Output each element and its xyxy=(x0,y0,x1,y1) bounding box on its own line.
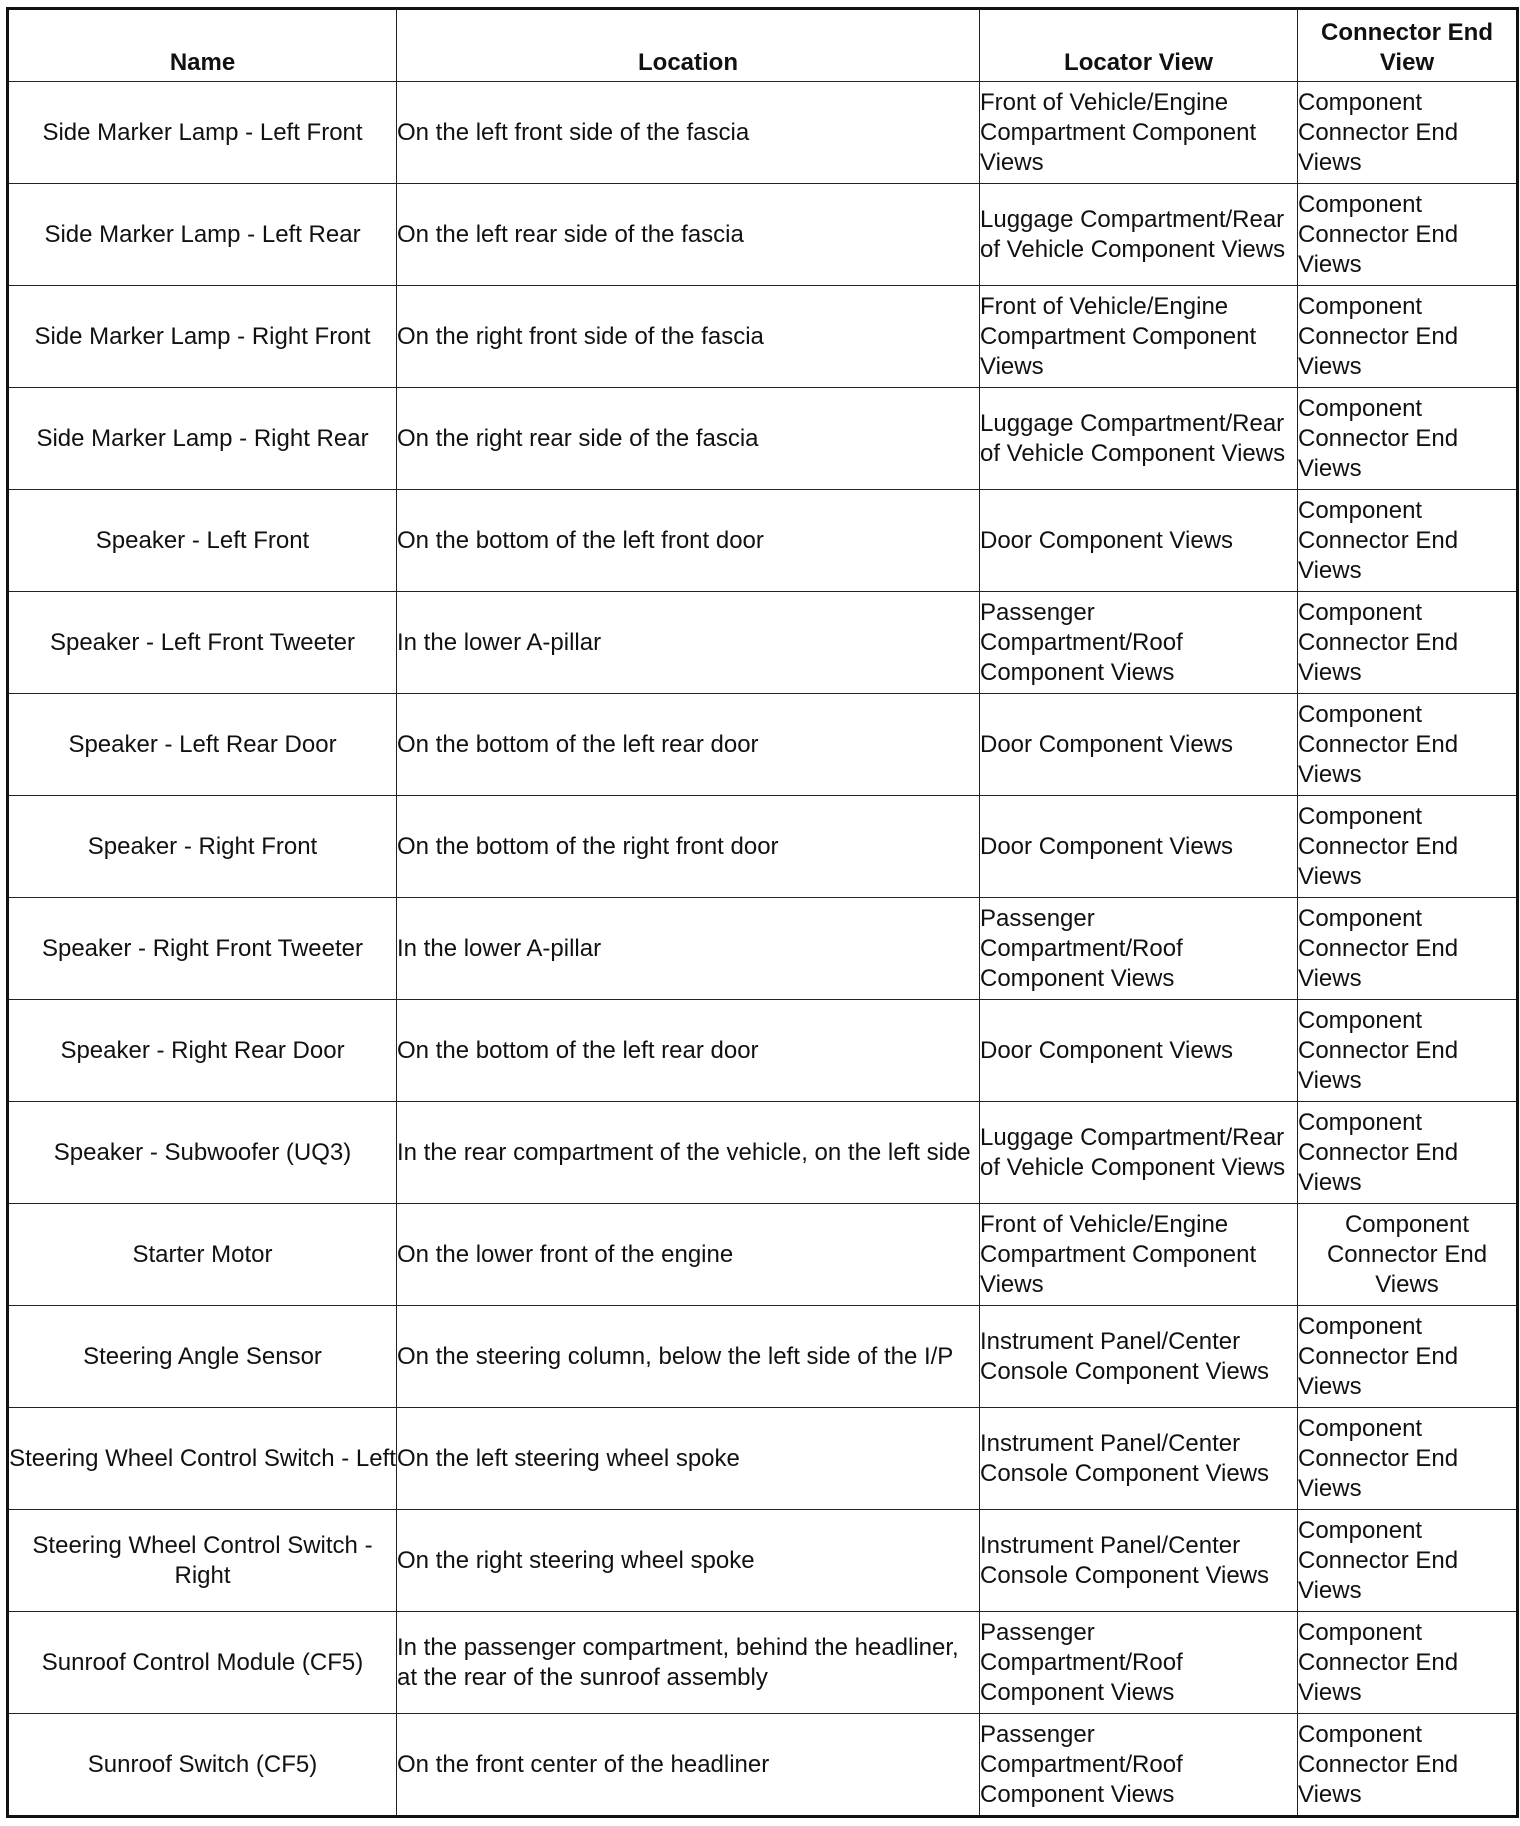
cell-locator-view[interactable]: Luggage Compartment/Rear of Vehicle Component Views xyxy=(980,184,1298,286)
cell-name: Speaker - Left Front xyxy=(8,490,397,592)
table-body xyxy=(8,82,1518,1817)
cell-location: On the bottom of the left rear door xyxy=(397,1000,980,1102)
cell-location: In the passenger compartment, behind the headliner, at the rear of the sunroof assembly xyxy=(397,1612,980,1714)
cell-locator-view[interactable]: Door Component Views xyxy=(980,490,1298,592)
cell-location: On the left front side of the fascia xyxy=(397,82,980,184)
table-row xyxy=(8,796,1518,898)
table-row xyxy=(8,388,1518,490)
cell-locator-view[interactable]: Luggage Compartment/Rear of Vehicle Component Views xyxy=(980,1102,1298,1204)
column-header-connector-end-view: Connector End View xyxy=(1298,9,1518,82)
table-row xyxy=(8,592,1518,694)
cell-name: Sunroof Switch (CF5) xyxy=(8,1714,397,1817)
cell-name: Starter Motor xyxy=(8,1204,397,1306)
cell-name: Side Marker Lamp - Left Front xyxy=(8,82,397,184)
table-row xyxy=(8,1204,1518,1306)
cell-name: Speaker - Left Front Tweeter xyxy=(8,592,397,694)
cell-locator-view[interactable]: Passenger Compartment/Roof Component Views xyxy=(980,592,1298,694)
cell-location: On the left rear side of the fascia xyxy=(397,184,980,286)
table-row xyxy=(8,286,1518,388)
table-row xyxy=(8,1510,1518,1612)
table-row xyxy=(8,1612,1518,1714)
cell-locator-view[interactable]: Door Component Views xyxy=(980,796,1298,898)
cell-locator-view[interactable]: Instrument Panel/Center Console Component Views xyxy=(980,1408,1298,1510)
cell-location: On the bottom of the left front door xyxy=(397,490,980,592)
table-row xyxy=(8,1306,1518,1408)
cell-connector-end-view[interactable]: Component Connector End Views xyxy=(1298,796,1518,898)
cell-connector-end-view[interactable]: Component Connector End Views xyxy=(1298,1102,1518,1204)
header-row xyxy=(8,9,1518,82)
cell-name: Steering Wheel Control Switch - Left xyxy=(8,1408,397,1510)
cell-locator-view[interactable]: Front of Vehicle/Engine Compartment Component Views xyxy=(980,1204,1298,1306)
table-row xyxy=(8,1408,1518,1510)
table-row xyxy=(8,1000,1518,1102)
cell-name: Speaker - Subwoofer (UQ3) xyxy=(8,1102,397,1204)
cell-name: Speaker - Left Rear Door xyxy=(8,694,397,796)
column-header-name: Name xyxy=(8,9,397,82)
cell-name: Side Marker Lamp - Right Rear xyxy=(8,388,397,490)
cell-connector-end-view[interactable]: Component Connector End Views xyxy=(1298,694,1518,796)
cell-locator-view[interactable]: Front of Vehicle/Engine Compartment Component Views xyxy=(980,286,1298,388)
cell-location: On the left steering wheel spoke xyxy=(397,1408,980,1510)
table-header xyxy=(8,9,1518,82)
cell-location: On the right rear side of the fascia xyxy=(397,388,980,490)
cell-connector-end-view[interactable]: Component Connector End Views xyxy=(1298,1510,1518,1612)
table-row xyxy=(8,898,1518,1000)
cell-connector-end-view[interactable]: Component Connector End Views xyxy=(1298,1204,1518,1306)
cell-connector-end-view[interactable]: Component Connector End Views xyxy=(1298,286,1518,388)
cell-connector-end-view[interactable]: Component Connector End Views xyxy=(1298,1000,1518,1102)
cell-name: Steering Wheel Control Switch - Right xyxy=(8,1510,397,1612)
cell-locator-view[interactable]: Instrument Panel/Center Console Component Views xyxy=(980,1306,1298,1408)
cell-connector-end-view[interactable]: Component Connector End Views xyxy=(1298,388,1518,490)
cell-location: In the rear compartment of the vehicle, on the left side xyxy=(397,1102,980,1204)
cell-connector-end-view[interactable]: Component Connector End Views xyxy=(1298,1612,1518,1714)
cell-location: On the front center of the headliner xyxy=(397,1714,980,1817)
cell-connector-end-view[interactable]: Component Connector End Views xyxy=(1298,184,1518,286)
cell-connector-end-view[interactable]: Component Connector End Views xyxy=(1298,82,1518,184)
cell-connector-end-view[interactable]: Component Connector End Views xyxy=(1298,898,1518,1000)
cell-connector-end-view[interactable]: Component Connector End Views xyxy=(1298,1714,1518,1817)
cell-location: On the right front side of the fascia xyxy=(397,286,980,388)
cell-locator-view[interactable]: Luggage Compartment/Rear of Vehicle Component Views xyxy=(980,388,1298,490)
column-header-location: Location xyxy=(397,9,980,82)
cell-location: In the lower A-pillar xyxy=(397,898,980,1000)
cell-location: On the bottom of the left rear door xyxy=(397,694,980,796)
cell-locator-view[interactable]: Passenger Compartment/Roof Component Views xyxy=(980,898,1298,1000)
cell-name: Steering Angle Sensor xyxy=(8,1306,397,1408)
table-row xyxy=(8,1102,1518,1204)
cell-location: On the lower front of the engine xyxy=(397,1204,980,1306)
table-row xyxy=(8,490,1518,592)
cell-connector-end-view[interactable]: Component Connector End Views xyxy=(1298,1306,1518,1408)
cell-location: On the bottom of the right front door xyxy=(397,796,980,898)
cell-location: On the steering column, below the left side of the I/P xyxy=(397,1306,980,1408)
cell-connector-end-view[interactable]: Component Connector End Views xyxy=(1298,490,1518,592)
cell-name: Speaker - Right Front Tweeter xyxy=(8,898,397,1000)
table-row xyxy=(8,694,1518,796)
cell-name: Side Marker Lamp - Left Rear xyxy=(8,184,397,286)
table-row xyxy=(8,184,1518,286)
cell-location: On the right steering wheel spoke xyxy=(397,1510,980,1612)
cell-name: Speaker - Right Front xyxy=(8,796,397,898)
component-locator-table xyxy=(6,7,1519,1818)
table-row xyxy=(8,1714,1518,1817)
cell-name: Speaker - Right Rear Door xyxy=(8,1000,397,1102)
cell-locator-view[interactable]: Instrument Panel/Center Console Component Views xyxy=(980,1510,1298,1612)
cell-connector-end-view[interactable]: Component Connector End Views xyxy=(1298,1408,1518,1510)
cell-locator-view[interactable]: Door Component Views xyxy=(980,694,1298,796)
cell-name: Sunroof Control Module (CF5) xyxy=(8,1612,397,1714)
cell-locator-view[interactable]: Door Component Views xyxy=(980,1000,1298,1102)
column-header-locator-view: Locator View xyxy=(980,9,1298,82)
cell-name: Side Marker Lamp - Right Front xyxy=(8,286,397,388)
cell-locator-view[interactable]: Passenger Compartment/Roof Component Views xyxy=(980,1612,1298,1714)
cell-locator-view[interactable]: Front of Vehicle/Engine Compartment Component Views xyxy=(980,82,1298,184)
cell-locator-view[interactable]: Passenger Compartment/Roof Component Views xyxy=(980,1714,1298,1817)
cell-location: In the lower A-pillar xyxy=(397,592,980,694)
cell-connector-end-view[interactable]: Component Connector End Views xyxy=(1298,592,1518,694)
table-row xyxy=(8,82,1518,184)
